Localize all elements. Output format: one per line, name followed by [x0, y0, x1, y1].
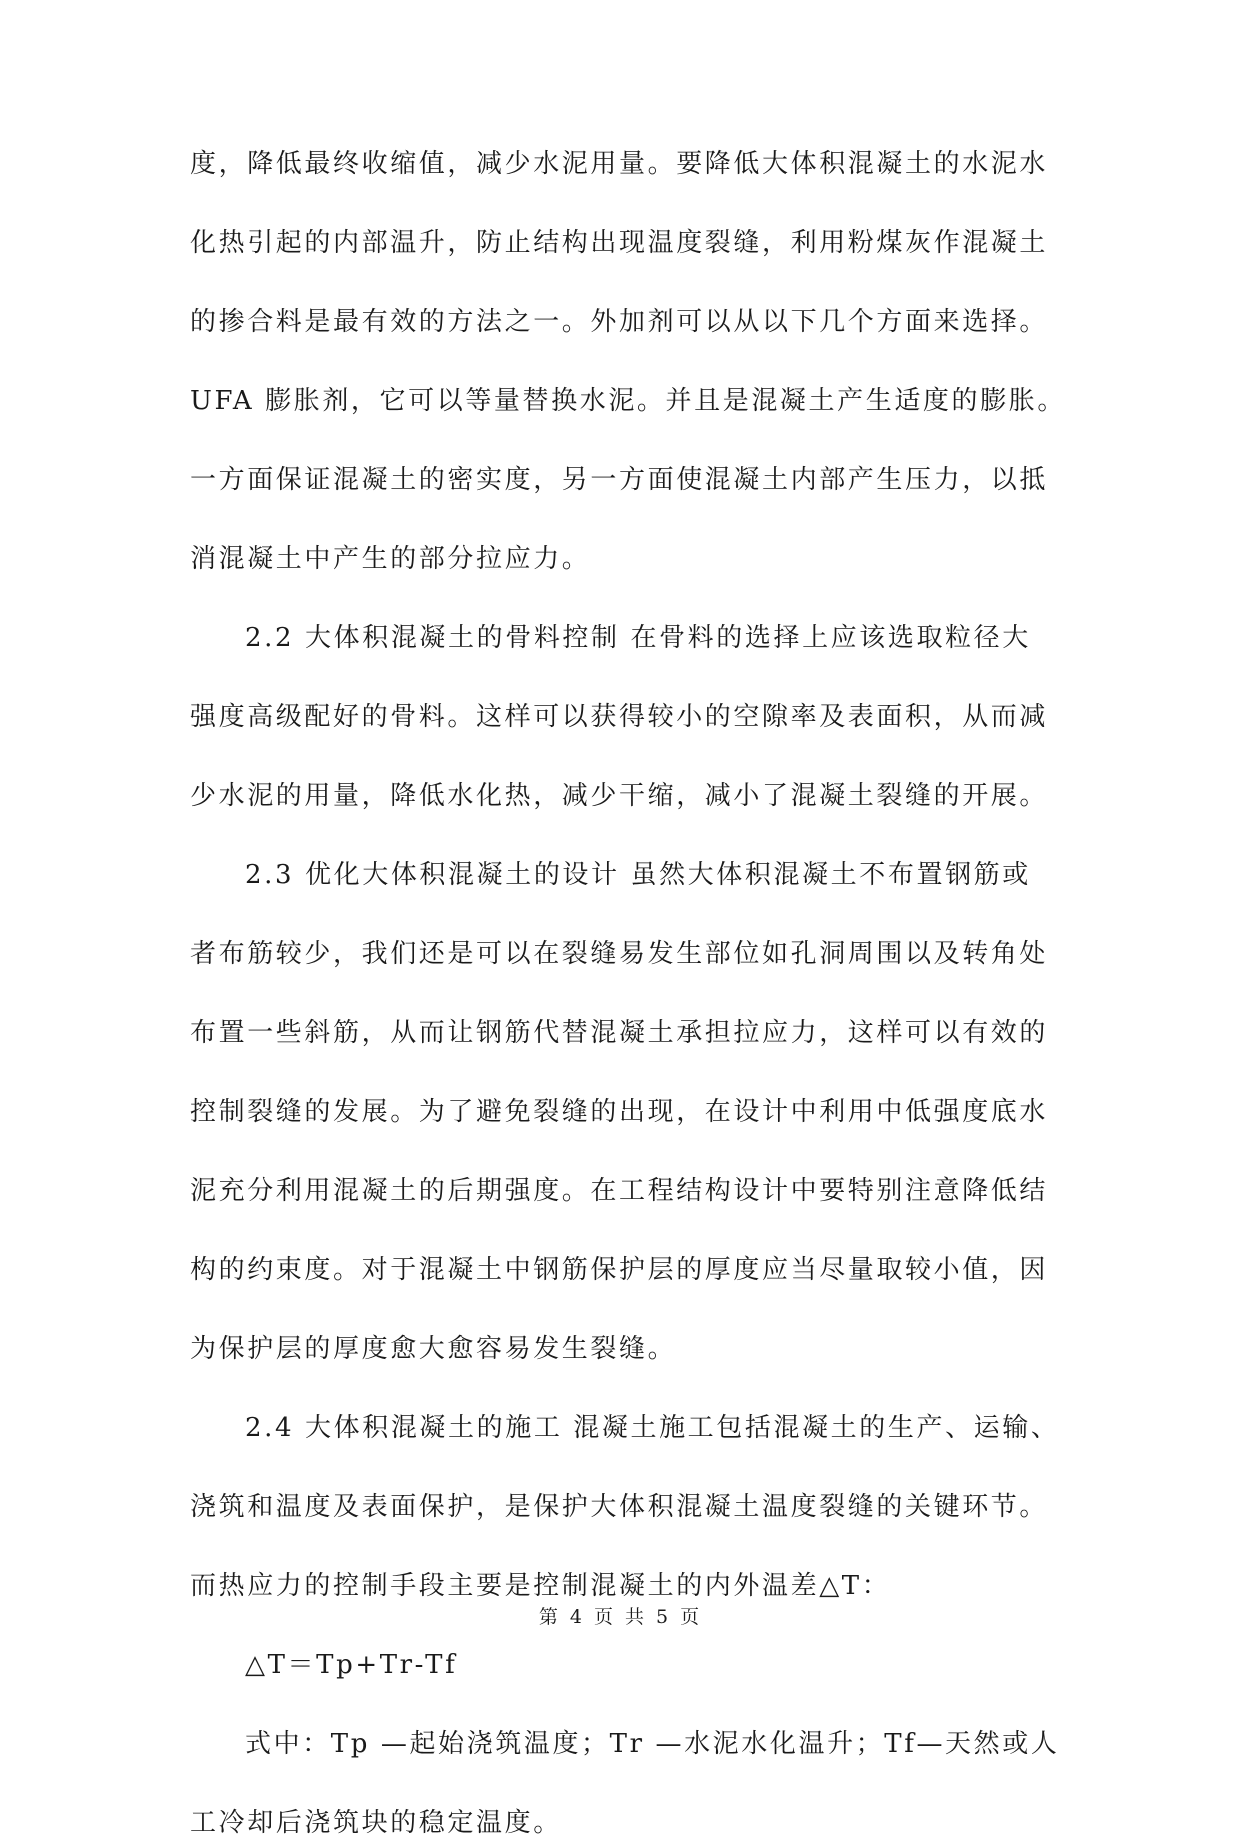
body-line-3: 的掺合料是最有效的方法之一。外加剂可以从以下几个方面来选择。	[190, 307, 1049, 337]
section-2-2-heading-line: 2.2 大体积混凝土的骨料控制 在骨料的选择上应该选取粒径大	[245, 623, 1031, 653]
body-line-15: 构的约束度。对于混凝土中钢筋保护层的厚度应当尽量取较小值，因	[190, 1255, 1049, 1285]
body-line-2: 化热引起的内部温升，防止结构出现温度裂缝，利用粉煤灰作混凝土	[190, 228, 1049, 258]
section-2-3-heading-line: 2.3 优化大体积混凝土的设计 虽然大体积混凝土不布置钢筋或	[245, 860, 1031, 890]
body-line-4: UFA 膨胀剂，它可以等量替换水泥。并且是混凝土产生适度的膨胀。	[190, 386, 1066, 416]
body-line-18: 浇筑和温度及表面保护，是保护大体积混凝土温度裂缝的关键环节。	[190, 1492, 1049, 1522]
body-line-11: 者布筋较少，我们还是可以在裂缝易发生部位如孔洞周围以及转角处	[190, 939, 1049, 969]
body-line-12: 布置一些斜筋，从而让钢筋代替混凝土承担拉应力，这样可以有效的	[190, 1018, 1049, 1048]
body-line-9: 少水泥的用量，降低水化热，减少干缩，减小了混凝土裂缝的开展。	[190, 781, 1049, 811]
body-line-14: 泥充分利用混凝土的后期强度。在工程结构设计中要特别注意降低结	[190, 1176, 1049, 1206]
body-line-19: 而热应力的控制手段主要是控制混凝土的内外温差△T：	[190, 1571, 891, 1601]
formula-legend-line: 式中：Tp —起始浇筑温度；Tr —水泥水化温升；Tf—天然或人	[245, 1729, 1060, 1759]
body-line-1: 度，降低最终收缩值，减少水泥用量。要降低大体积混凝土的水泥水	[190, 149, 1049, 179]
body-line-22: 工冷却后浇筑块的稳定温度。	[190, 1808, 562, 1838]
body-line-8: 强度高级配好的骨料。这样可以获得较小的空隙率及表面积，从而减	[190, 702, 1049, 732]
page-number-footer: 第 4 页 共 5 页	[538, 1606, 703, 1628]
body-line-16: 为保护层的厚度愈大愈容易发生裂缝。	[190, 1334, 677, 1364]
body-line-6: 消混凝土中产生的部分拉应力。	[190, 544, 591, 574]
body-line-5: 一方面保证混凝土的密实度，另一方面使混凝土内部产生压力，以抵	[190, 465, 1049, 495]
formula-line: △T＝Tp+Tr-Tf	[245, 1650, 458, 1680]
section-2-4-heading-line: 2.4 大体积混凝土的施工 混凝土施工包括混凝土的生产、运输、	[245, 1413, 1060, 1443]
body-line-13: 控制裂缝的发展。为了避免裂缝的出现，在设计中利用中低强度底水	[190, 1097, 1049, 1127]
